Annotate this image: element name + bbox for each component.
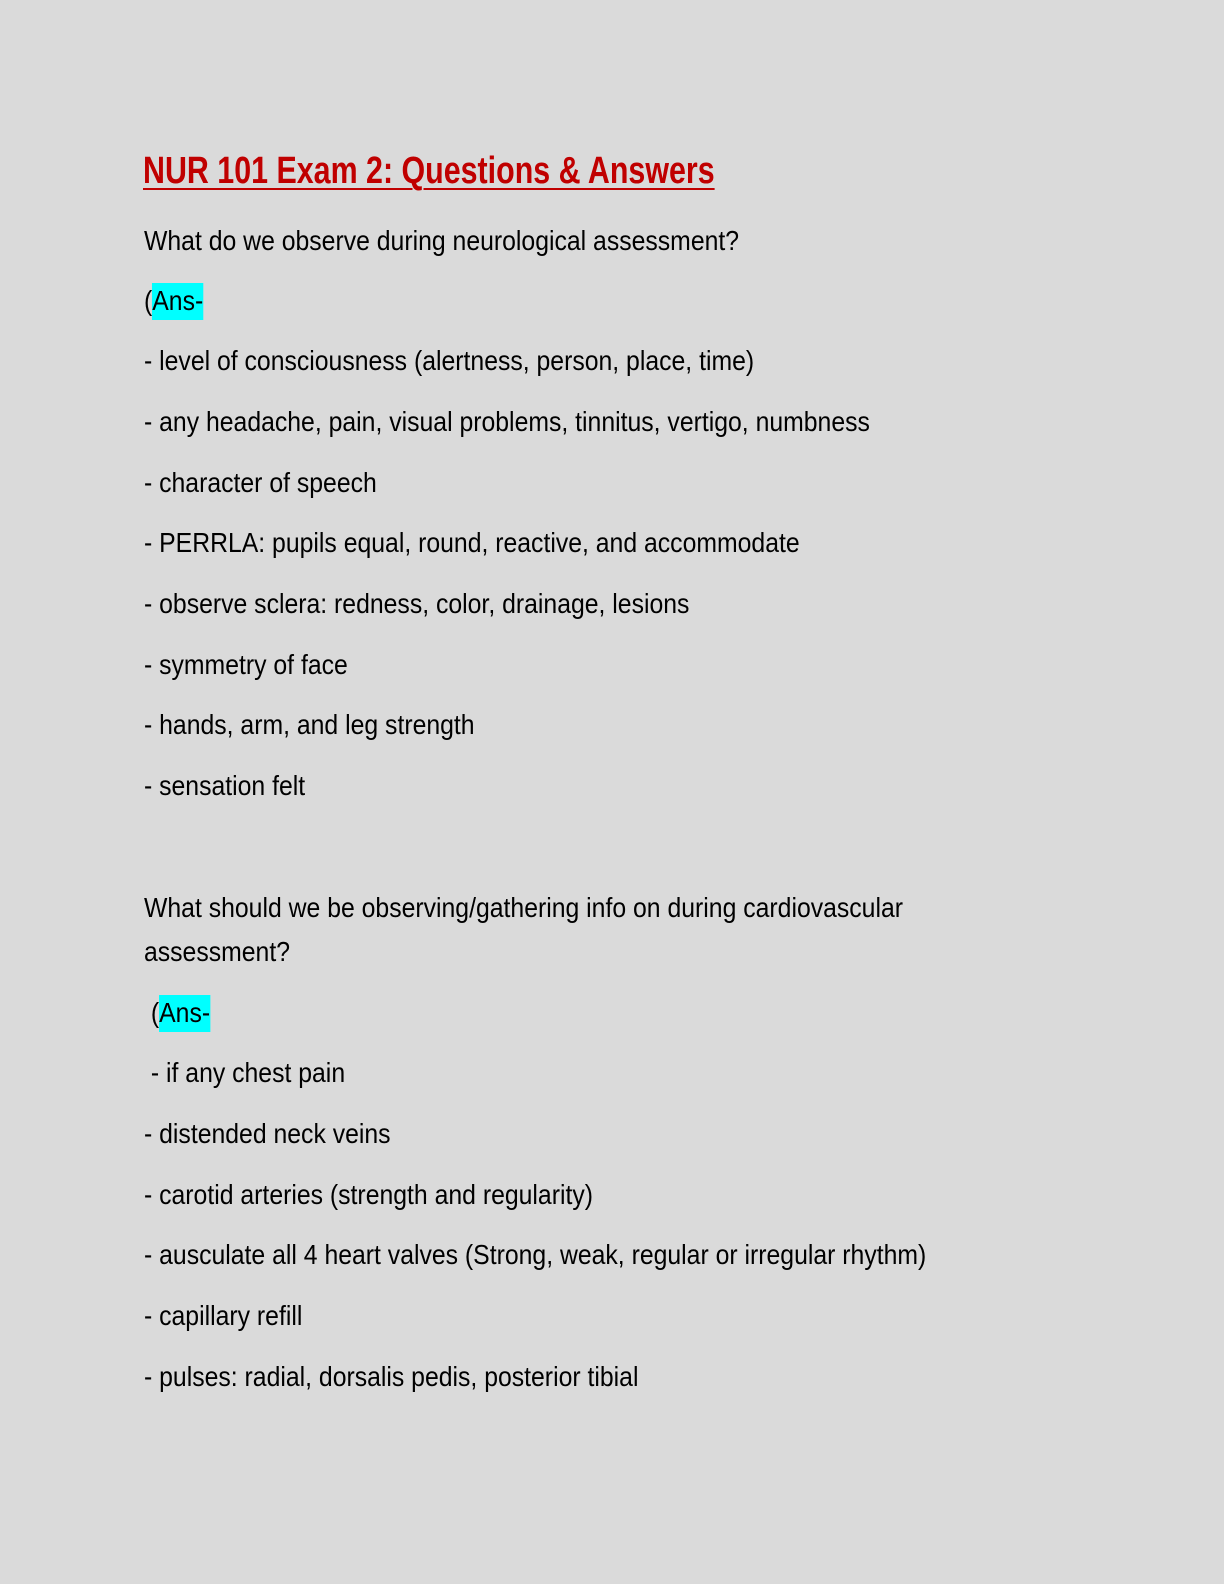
bullet-item: - ausculate all 4 heart valves (Strong, weak, regular or irregular rhythm) — [144, 1239, 927, 1270]
question-cardiovascular-line1: What should we be observing/gathering info on during cardiovascular — [144, 892, 903, 923]
answer-label-neurological — [144, 283, 203, 319]
bullet-item: - capillary refill — [144, 1300, 303, 1331]
answer-label-cardiovascular — [144, 995, 210, 1031]
bullet-item: - character of speech — [144, 467, 377, 498]
bullet-item: - carotid arteries (strength and regularity) — [144, 1179, 593, 1210]
document-title: NUR 101 Exam 2: Questions & Answers — [143, 150, 715, 192]
bullet-item: - observe sclera: redness, color, drainage, lesions — [144, 588, 690, 619]
question-neurological: What do we observe during neurological assessment? — [144, 225, 740, 256]
bullet-item: - sensation felt — [144, 770, 306, 801]
bullet-item: - any headache, pain, visual problems, tinnitus, vertigo, numbness — [144, 406, 870, 437]
bullet-item: - distended neck veins — [144, 1118, 391, 1149]
answer-open-paren: ( — [144, 997, 160, 1028]
bullet-item: - if any chest pain — [144, 1057, 346, 1088]
bullet-item: - PERRLA: pupils equal, round, reactive, and accommodate — [144, 527, 800, 558]
answer-highlight: Ans- — [152, 283, 203, 320]
answer-open-paren: ( — [144, 285, 153, 316]
answer-highlight: Ans- — [159, 995, 210, 1032]
bullet-item: - symmetry of face — [144, 649, 348, 680]
bullet-item: - pulses: radial, dorsalis pedis, posterior tibial — [144, 1361, 639, 1392]
bullet-item: - hands, arm, and leg strength — [144, 709, 475, 740]
bullet-item: - level of consciousness (alertness, person, place, time) — [144, 345, 755, 376]
question-cardiovascular-line2: assessment? — [144, 936, 290, 967]
